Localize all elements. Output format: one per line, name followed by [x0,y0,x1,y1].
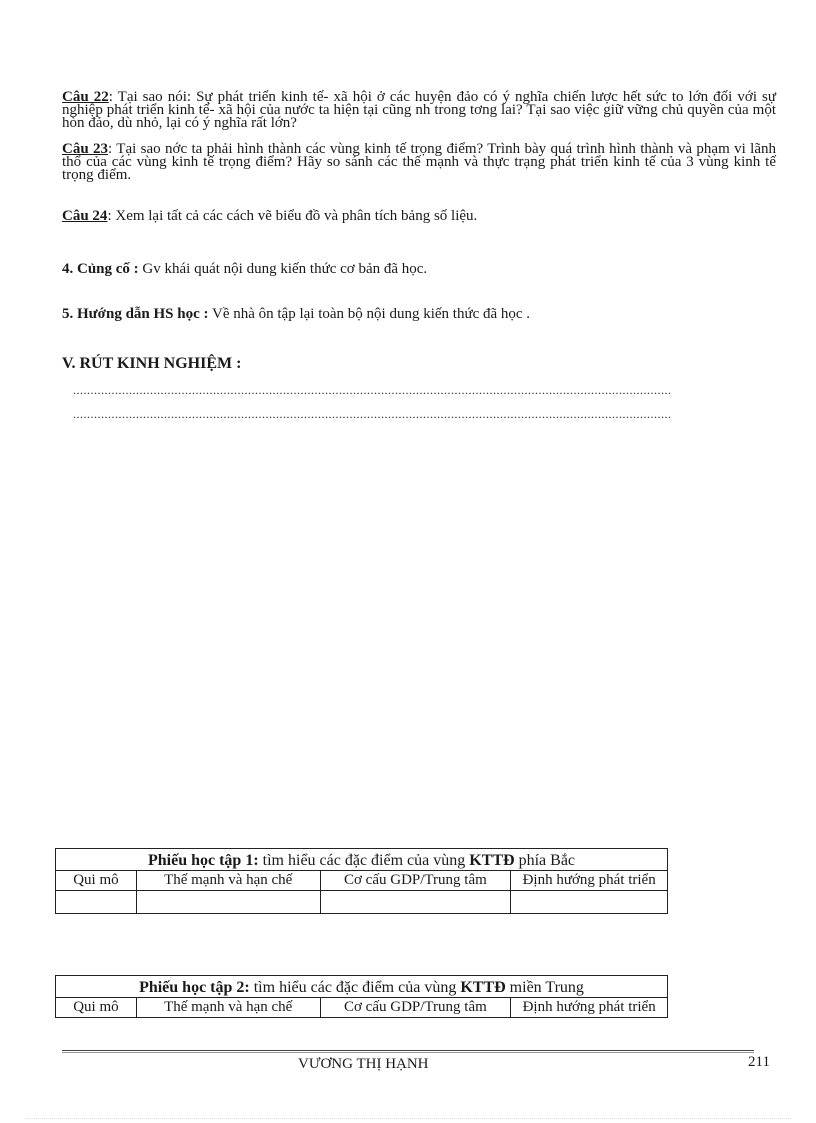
section-text: Về nhà ôn tập lại toàn bộ nội dung kiến thức đã học . [208,306,531,322]
footer-rule [62,1050,754,1053]
worksheet-2-table [55,975,668,1018]
section-homework [62,306,530,323]
worksheet-title-prefix: Phiếu học tập 1: [147,852,259,869]
table-cell [56,891,137,914]
worksheet-title-suffix: miền Trung [505,979,584,996]
question-text: : Tại sao nói: Sự phát triển kinh tế- xã hội ở các huyện đảo có ý nghĩa chiến lược hết sức to lớn đối với sự nghiệp phát triển kinh tế- xã hội của nước ta hiện tại cũng nh trong tơng lai? Tại sao việc giữ vững chủ quyền của một hòn đảo, dù nhỏ, lại có ý nghĩa rất lớn? [62,89,776,131]
question-label: Câu 22 [62,89,109,105]
page-number: 211 [748,1054,770,1070]
worksheet-title-bold: KTTĐ [460,979,506,996]
table-cell [136,891,320,914]
footer-author: VƯƠNG THỊ HẠNH [298,1056,429,1072]
column-header: Qui mô [56,998,137,1018]
table-cell [511,891,668,914]
question-text: : Tại sao nớc ta phải hình thành các vùng kinh tế trọng điểm? Trình bày quá trình hình thành và phạm vi lãnh thổ của các vùng kinh tế trọng điểm? Hãy so sánh các thế mạnh và thực trạng phát triển kinh tế của 3 vùng kinh tế trọng điểm. [62,141,776,183]
question-label: Câu 24 [62,208,108,224]
section-lessons-title: V. RÚT KINH NGHIỆM : [62,355,242,372]
table-cell [320,891,511,914]
column-header: Cơ cấu GDP/Trung tâm [320,998,511,1018]
column-header: Thế mạnh và hạn chế [136,871,320,891]
worksheet-title-prefix: Phiếu học tập 2: [139,979,250,996]
column-header: Thế mạnh và hạn chế [136,998,320,1018]
column-header: Qui mô [56,871,137,891]
worksheet-1-table [55,848,668,914]
worksheet-title-mid: tìm hiểu các đặc điểm của vùng [249,979,461,996]
dotted-line: ........................................................................................................................................................................... [73,383,672,397]
section-label: 4. Củng cố : [62,261,139,277]
section-text: Gv khái quát nội dung kiến thức cơ bản đã học. [138,261,428,277]
question-text: : Xem lại tất cả các cách vẽ biểu đồ và phân tích bảng số liệu. [107,208,478,224]
column-header: Định hướng phát triển [511,871,668,891]
column-header: Định hướng phát triển [511,998,668,1018]
worksheet-title [56,976,668,998]
question-24 [62,210,776,223]
section-consolidation [62,261,427,278]
worksheet-title [56,849,668,871]
section-label: 5. Hướng dẫn HS học : [62,306,209,322]
worksheet-title-mid: tìm hiểu các đặc điểm của vùng [258,852,470,869]
question-22 [62,91,776,130]
worksheet-title-suffix: phía Bắc [514,852,576,869]
dotted-line: ........................................................................................................................................................................... [73,407,672,421]
question-23 [62,143,776,182]
question-label: Câu 23 [62,141,109,157]
column-header: Cơ cấu GDP/Trung tâm [320,871,511,891]
page-bottom-border [25,1118,791,1119]
worksheet-title-bold: KTTĐ [469,852,515,869]
